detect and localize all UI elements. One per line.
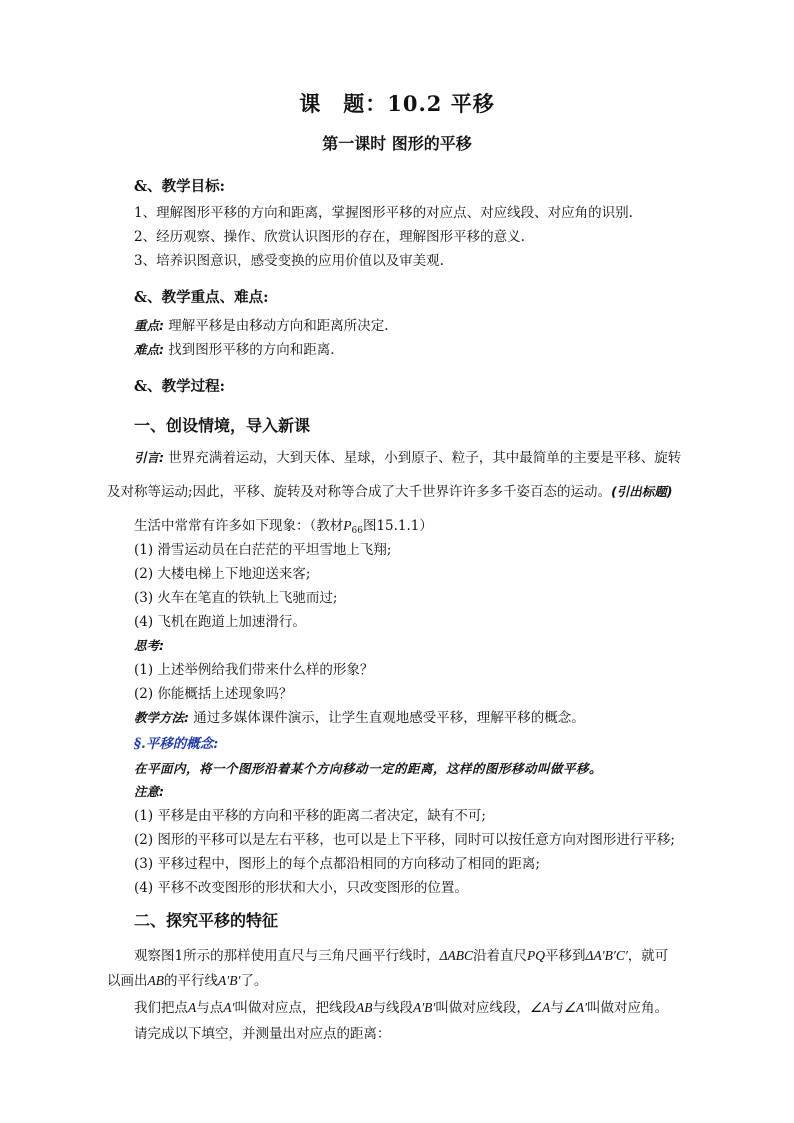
text: 以画出 (107, 973, 148, 989)
segment-ab-prime: A′B′ (412, 1000, 436, 1015)
page-subtitle: 第一课时 图形的平移 (322, 134, 472, 153)
point-a: A (188, 1000, 197, 1015)
focus-line (134, 314, 389, 338)
angle-a-prime: ∠A′ (563, 1000, 588, 1015)
observe-paragraph (134, 944, 668, 968)
difficulty-line (134, 338, 335, 362)
concept-heading: §.平移的概念: (134, 736, 219, 752)
method-label: 教学方法: (134, 710, 189, 725)
text: 我们把点 (134, 1000, 188, 1016)
text: 叫做对应点，把线段 (234, 1000, 356, 1016)
think-item: (2) 你能概括上述现象吗？ (134, 686, 293, 702)
difficulty-label: 难点: (134, 342, 164, 357)
keypoints-heading: &、教学重点、难点: (134, 289, 269, 306)
phenomenon-item: (2) 大楼电梯上下地迎送来客; (134, 566, 311, 582)
page-ref-number: 66 (351, 526, 363, 536)
ruler-pq: PQ (527, 948, 546, 963)
text: 观察图1所示的那样使用直尺与三角尺画平行线时， (134, 948, 440, 964)
fill-in-instruction: 请完成以下填空，并测量出对应点的距离： (134, 1026, 391, 1042)
goal-item: 1、理解图形平移的方向和距离，掌握图形平移的对应点、对应线段、对应角的识别. (134, 205, 633, 221)
note-item: (1) 平移是由平移的方向和平移的距离二者决定，缺有不可; (134, 808, 486, 824)
method-text: 通过多媒体课件演示，让学生直观地感受平移，理解平移的概念。 (193, 710, 585, 726)
point-a-prime: A′ (223, 1000, 235, 1015)
section1-heading: 一、创设情境，导入新课 (134, 416, 311, 435)
page-ref-figure: 图15.1.1） (362, 518, 433, 534)
intro-text: 世界充满着运动，大到天体、星球，小到原子、粒子，其中最简单的主要是平移、旋转 (168, 450, 682, 466)
segment-ab: AB (355, 1000, 373, 1015)
difficulty-text: 找到图形平移的方向和距离. (168, 342, 335, 358)
phenomenon-item: (1) 滑雪运动员在白茫茫的平坦雪地上飞翔; (134, 542, 392, 558)
section2-heading: 二、探究平移的特征 (134, 911, 279, 930)
triangle-abc-prime: ΔA′B′C′ (585, 948, 628, 963)
text: 平移到 (545, 948, 586, 964)
think-item: (1) 上述举例给我们带来什么样的形象？ (134, 662, 374, 678)
goals-heading: &、教学目标: (134, 178, 225, 195)
goal-item: 2、经历观察、操作、欣赏认识图形的存在，理解图形平移的意义. (134, 229, 525, 245)
intro-line (134, 446, 681, 470)
page-title: 课 题：10.2 平移 (299, 91, 495, 116)
phenomenon-item: (4) 飞机在跑道上加速滑行。 (134, 614, 306, 630)
angle-a: ∠A (529, 1000, 551, 1015)
text: ，就可 (627, 948, 669, 964)
text: 叫做对应线段， (435, 1000, 530, 1016)
intro-label: 引言: (134, 450, 164, 465)
text: 与 (550, 1000, 564, 1016)
text: 与点 (196, 1000, 224, 1016)
goal-item: 3、培养识图意识，感受变换的应用价值以及审美观. (134, 253, 444, 269)
method-line (134, 706, 585, 730)
text: 与线段 (372, 1000, 413, 1016)
phenomena-lead-text: 生活中常常有许多如下现象：（教材 (134, 518, 344, 534)
note-item: (2) 图形的平移可以是左右平移，也可以是上下平移，同时可以按任意方向对图形进行平移; (134, 832, 675, 848)
correspondence-paragraph (134, 996, 668, 1020)
concept-definition: 在平面内，将一个图形沿着某个方向移动一定的距离，这样的图形移动叫做平移。 (134, 761, 603, 776)
intro-line-2 (107, 480, 673, 504)
text: 叫做对应角。 (587, 1000, 669, 1016)
observe-paragraph-2 (107, 969, 267, 993)
note-label: 注意: (134, 784, 164, 799)
phenomenon-item: (3) 火车在笔直的铁轨上飞驰而过; (134, 590, 338, 606)
intro-text-2: 及对称等运动;因此，平移、旋转及对称等合成了大千世界许许多多千姿百态的运动。 (107, 484, 612, 500)
segment-ab-prime: A′B′ (218, 973, 241, 988)
segment-ab: AB (147, 973, 164, 988)
note-item: (3) 平移过程中，图形上的每个点都沿相同的方向移动了相同的距离; (134, 856, 540, 872)
text: 沿着直尺 (473, 948, 528, 964)
text: 的平行线 (164, 973, 218, 989)
focus-label: 重点: (134, 318, 164, 333)
text: 了。 (240, 973, 268, 989)
note-item: (4) 平移不改变图形的形状和大小，只改变图形的位置。 (134, 880, 468, 896)
think-label: 思考: (134, 638, 164, 653)
focus-text: 理解平移是由移动方向和距离所决定. (168, 318, 389, 334)
page-ref-p: P (343, 518, 352, 533)
intro-tag: (引出标题) (611, 484, 673, 499)
process-heading: &、教学过程: (134, 378, 225, 395)
triangle-abc: ΔABC (439, 948, 474, 963)
